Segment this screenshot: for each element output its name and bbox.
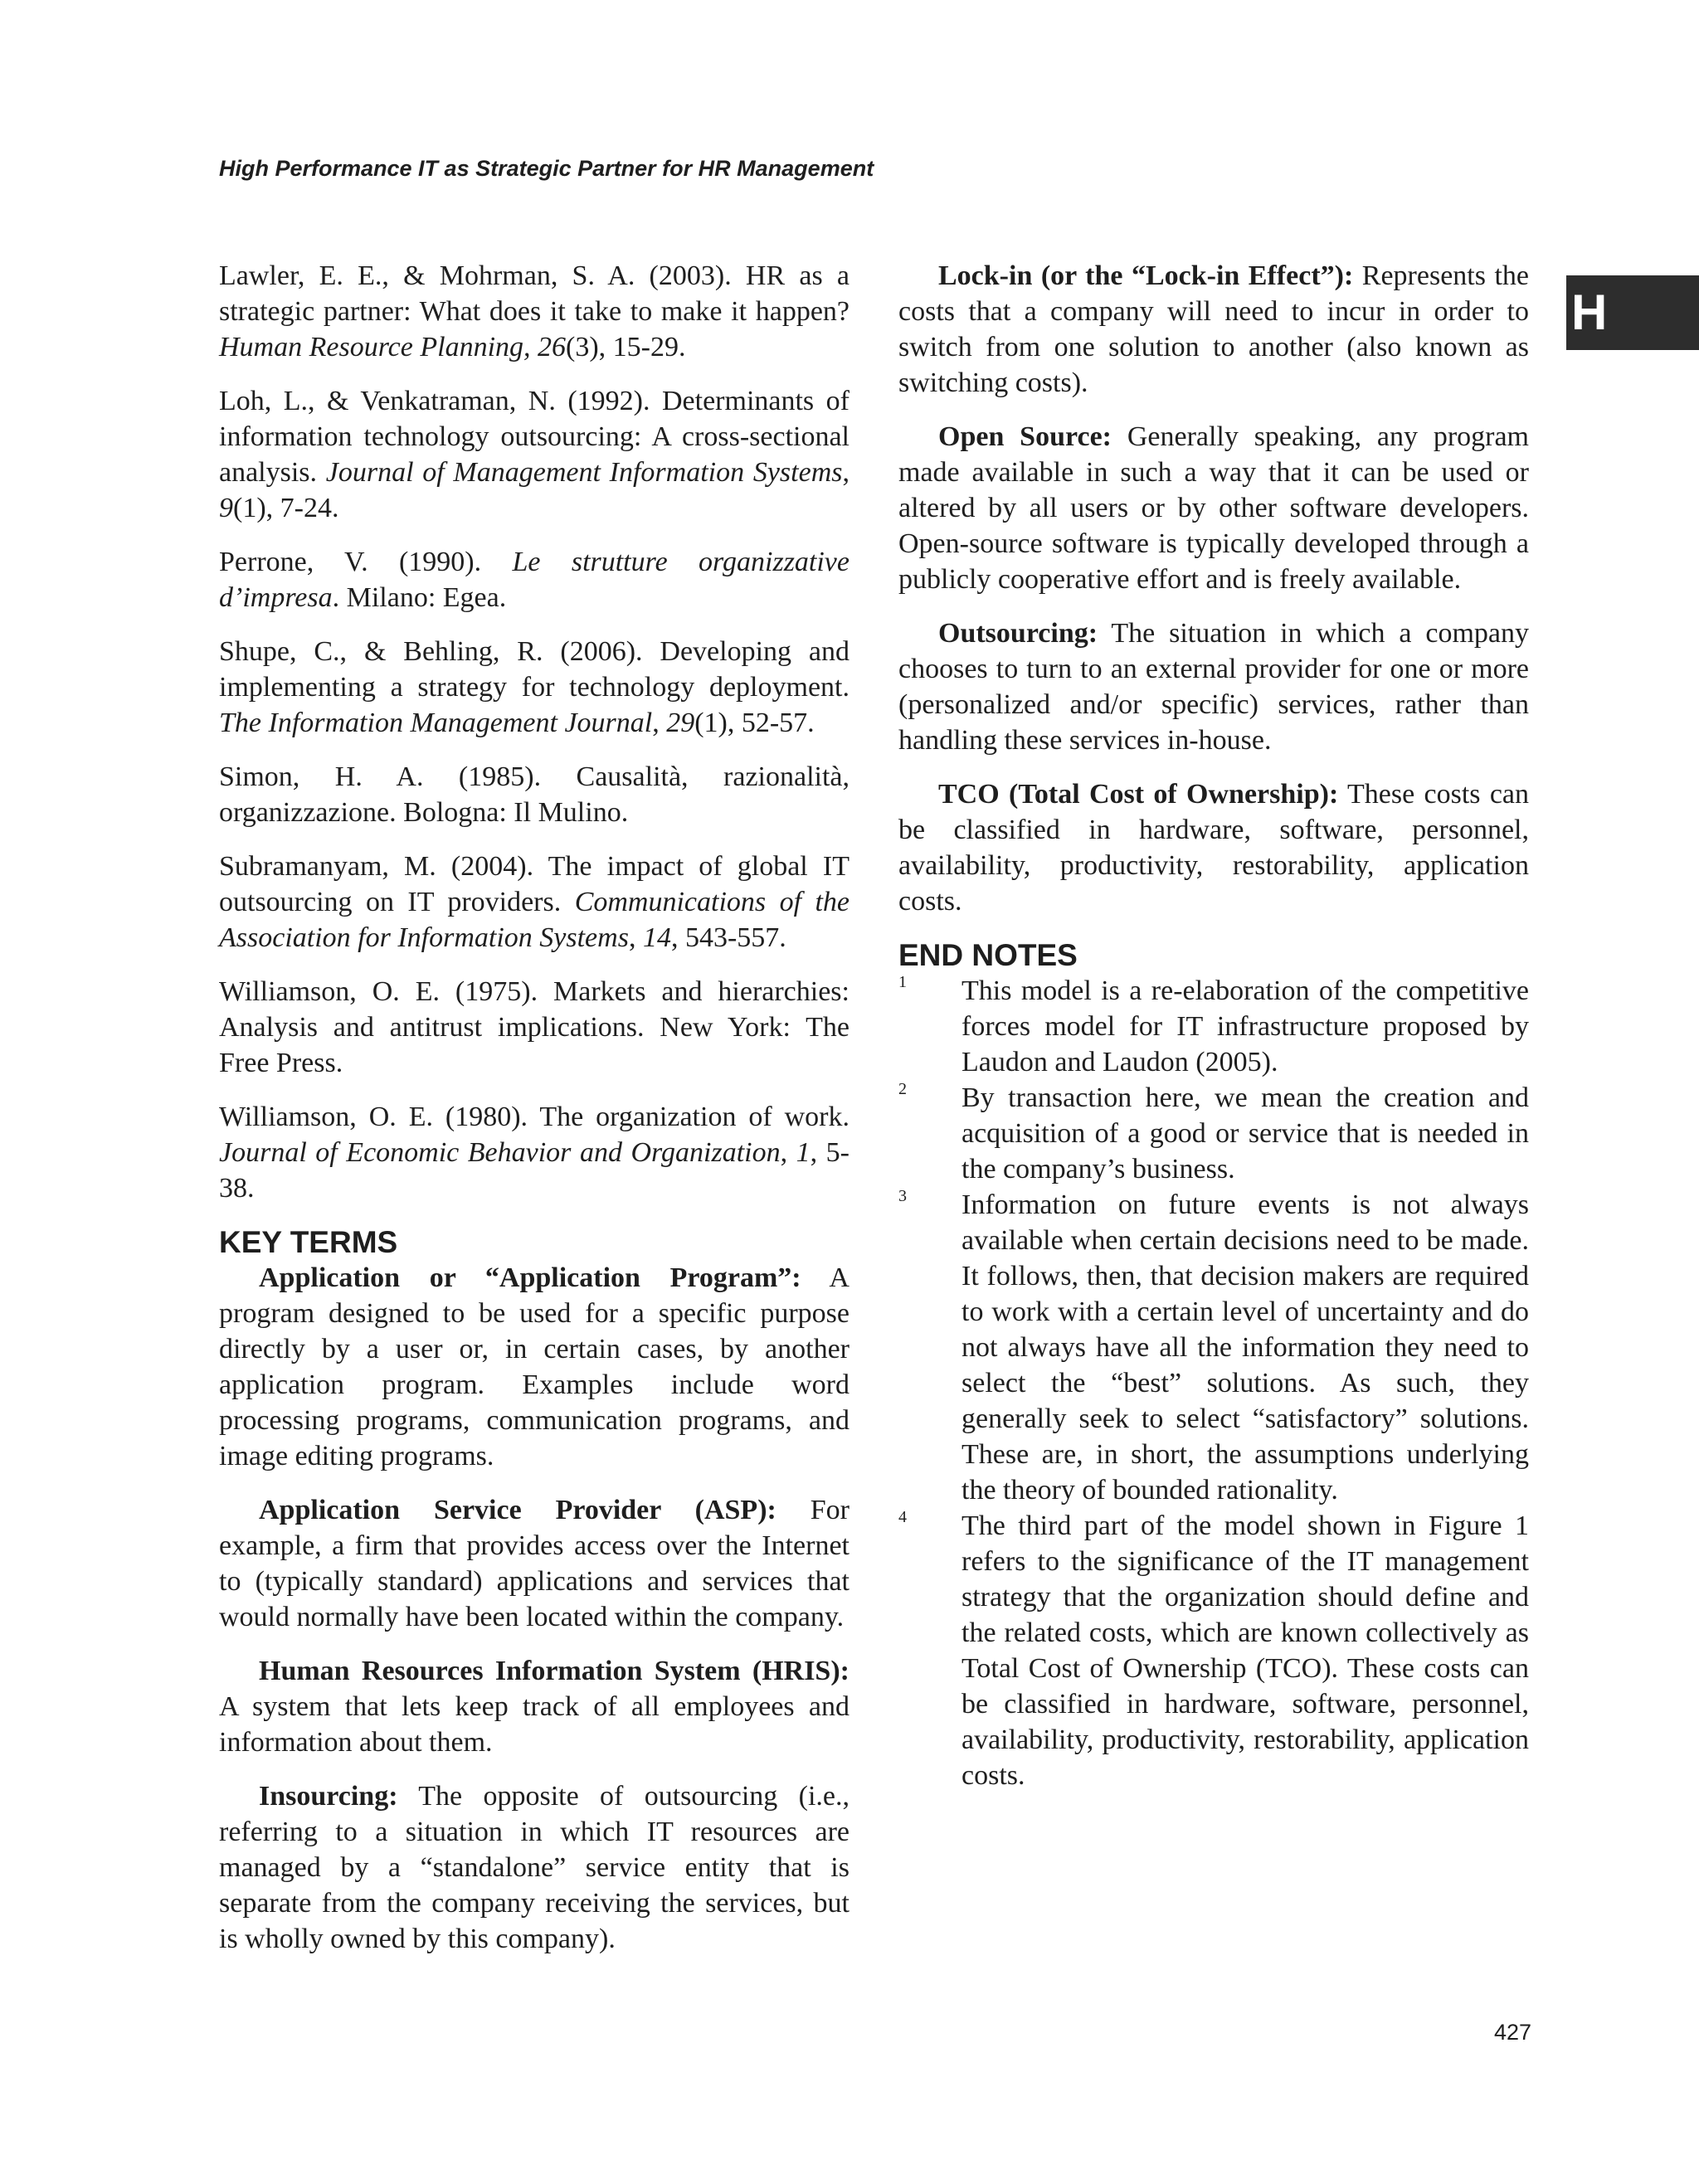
running-head: High Performance IT as Strategic Partner for HR Management	[219, 156, 874, 181]
end-note: 3 Information on future events is not always available when certain decisions need to be made. It follows, then, that decision makers are required to work with a certain level of uncertainty and do not always have all the information they need to select the “best” solutions. As such, they generally seek to select “satisfactory” solutions. These are, in short, the assumptions underlying the theory of bounded rationality.	[898, 1187, 1529, 1508]
end-note: 1 This model is a re-elaboration of the competitive forces model for IT infrastructure proposed by Laudon and Laudon (2005).	[898, 973, 1529, 1080]
key-term-entry: Insourcing: The opposite of outsourcing (i.e., referring to a situation in which IT resources are managed by a “standalone” service entity that is separate from the company receiving the services, but is wholly owned by this company).	[219, 1781, 850, 1954]
key-term-entry: Application Service Provider (ASP): For example, a firm that provides access over the Internet to (typically standard) applications and services that would normally have been located within the company.	[219, 1495, 850, 1632]
section-thumb-tab: H	[1566, 275, 1699, 350]
end-notes-list	[898, 973, 1529, 1793]
end-note: 2 By transaction here, we mean the creation and acquisition of a good or service that is needed in the company’s business.	[898, 1080, 1529, 1187]
key-term-entry: Application or “Application Program”: A program designed to be used for a specific purpose directly by a user or, in certain cases, by another application program. Examples include word processing programs, communication programs, and image editing programs.	[219, 1262, 850, 1471]
end-note-number: 1	[898, 973, 907, 991]
reference-item: Perrone, V. (1990). Le strutture organizzative d’impresa. Milano: Egea.	[219, 547, 850, 613]
key-term-entry: Open Source: Generally speaking, any program made available in such a way that it can be used or altered by all users or by other software developers. Open-source software is typically developed through a publicly cooperative effort and is freely available.	[898, 421, 1529, 595]
right-column	[898, 258, 1529, 1793]
reference-list	[219, 258, 850, 1206]
end-note-number: 2	[898, 1080, 907, 1098]
key-term-entry: Outsourcing: The situation in which a company chooses to turn to an external provider for one or more (personalized and/or specific) services, rather than handling these services in-house.	[898, 618, 1529, 756]
key-terms-heading: KEY TERMS	[219, 1225, 398, 1259]
end-note-number: 4	[898, 1508, 907, 1526]
reference-item: Williamson, O. E. (1980). The organization of work. Journal of Economic Behavior and Organization, 1, 5-38.	[219, 1102, 850, 1204]
end-note: 4 The third part of the model shown in Figure 1 refers to the significance of the IT management strategy that the organization should define and the related costs, which are known collectively as Total Cost of Ownership (TCO). These costs can be classified in hardware, software, personnel, availability, productivity, restorability, application costs.	[898, 1508, 1529, 1793]
reference-item: Williamson, O. E. (1975). Markets and hierarchies: Analysis and antitrust implications. New York: The Free Press.	[219, 976, 850, 1078]
key-term-entry: Lock-in (or the “Lock-in Effect”): Represents the costs that a company will need to incur in order to switch from one solution to another (also known as switching costs).	[898, 260, 1530, 398]
reference-item: Simon, H. A. (1985). Causalità, razionalità, organizzazione. Bologna: Il Mulino.	[219, 761, 850, 828]
end-note-number: 3	[898, 1187, 907, 1205]
key-term-entry: TCO (Total Cost of Ownership): These costs can be classified in hardware, software, personnel, availability, productivity, restorability, application costs.	[898, 779, 1529, 917]
left-column	[219, 258, 850, 1975]
page-number: 427	[1493, 2020, 1531, 2045]
reference-item: Subramanyam, M. (2004). The impact of global IT outsourcing on IT providers. Communications of the Association for Information Systems, 14, 543-557.	[219, 851, 850, 953]
key-terms-list-continued	[898, 258, 1529, 919]
reference-item: Lawler, E. E., & Mohrman, S. A. (2003). HR as a strategic partner: What does it take to make it happen? Human Resource Planning, 26(3), 15-29.	[219, 260, 850, 362]
reference-item: Shupe, C., & Behling, R. (2006). Developing and implementing a strategy for technology deployment. The Information Management Journal, 29(1), 52-57.	[219, 636, 850, 738]
end-notes-heading: END NOTES	[898, 938, 1078, 972]
reference-item: Loh, L., & Venkatraman, N. (1992). Determinants of information technology outsourcing: A cross-sectional analysis. Journal of Management Information Systems, 9(1), 7-24.	[219, 386, 850, 523]
key-terms-list	[219, 1260, 850, 1957]
key-term-entry: Human Resources Information System (HRIS): A system that lets keep track of all employees and information about them.	[219, 1656, 850, 1758]
